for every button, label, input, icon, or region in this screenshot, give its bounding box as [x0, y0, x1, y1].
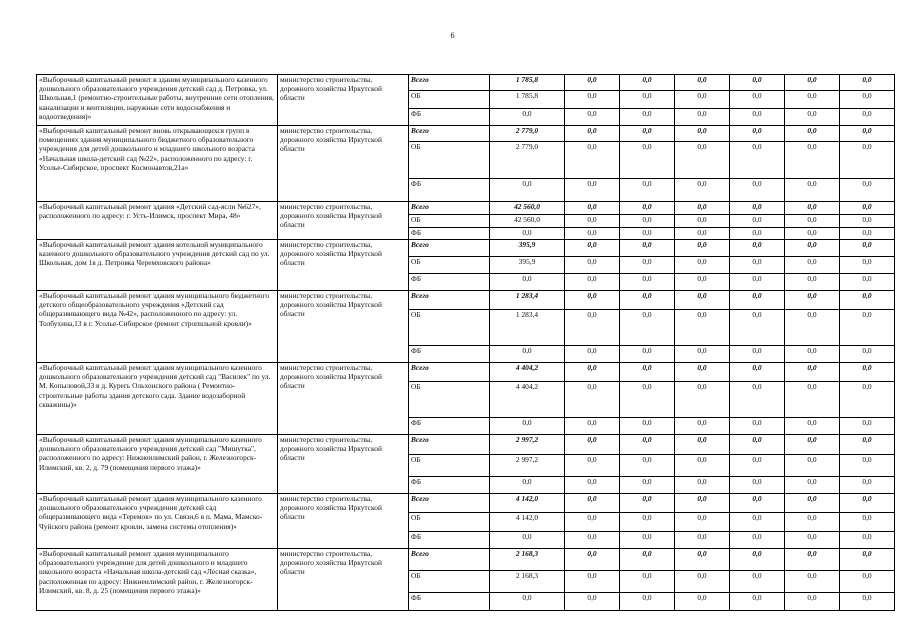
amount-year-cell: 0,0 [620, 257, 675, 274]
funding-source: ОБ [409, 571, 490, 593]
amount-total-cell: 0,0 [490, 477, 565, 494]
amount-year-cell: 0,0 [840, 202, 895, 215]
amount-year-cell: 0,0 [785, 382, 840, 418]
amount-year-cell: 0,0 [620, 91, 675, 109]
budget-table [36, 74, 895, 611]
amount-year-cell: 0,0 [785, 179, 840, 202]
funding-source: Всего [409, 494, 490, 513]
amount-year-cell: 0,0 [620, 532, 675, 549]
amount-year-cell: 0,0 [565, 532, 620, 549]
funding-source: Всего [409, 75, 490, 91]
amount-year-cell: 0,0 [675, 109, 730, 126]
event-description: «Выборочный капитальный ремонт здания котельной муниципального казенного дошкольного образовательного учреждения детский сад по ул. Школьная, дом 1в д. Петровка Черемховского района» [37, 240, 278, 291]
amount-year-cell: 0,0 [730, 435, 785, 455]
amount-total-cell: 4 404,2 [490, 363, 565, 382]
amount-year-cell: 0,0 [840, 126, 895, 142]
funding-source: Всего [409, 435, 490, 455]
amount-year-cell: 0,0 [730, 291, 785, 310]
table-row [37, 494, 895, 513]
funding-source: ОБ [409, 513, 490, 532]
amount-year-cell: 0,0 [840, 549, 895, 571]
executor-cell: министерство строительства, дорожного хозяйства Иркутской области [278, 202, 409, 240]
amount-year-cell: 0,0 [730, 418, 785, 435]
funding-source: Всего [409, 363, 490, 382]
amount-year-cell: 0,0 [620, 291, 675, 310]
amount-year-cell: 0,0 [675, 549, 730, 571]
amount-year-cell: 0,0 [620, 142, 675, 179]
table-row [37, 363, 895, 382]
amount-year-cell: 0,0 [730, 593, 785, 611]
amount-year-cell: 0,0 [840, 109, 895, 126]
amount-year-cell: 0,0 [730, 549, 785, 571]
amount-year-cell: 0,0 [675, 274, 730, 291]
amount-total-cell: 0,0 [490, 593, 565, 611]
executor-cell: министерство строительства, дорожного хозяйства Иркутской области [278, 363, 409, 435]
amount-year-cell: 0,0 [730, 179, 785, 202]
amount-year-cell: 0,0 [730, 363, 785, 382]
amount-year-cell: 0,0 [675, 240, 730, 257]
amount-year-cell: 0,0 [620, 310, 675, 346]
amount-total-cell: 1 283,4 [490, 291, 565, 310]
amount-total-cell: 2 168,3 [490, 571, 565, 593]
amount-year-cell: 0,0 [620, 202, 675, 215]
amount-year-cell: 0,0 [730, 228, 785, 240]
amount-total-cell: 42 560,0 [490, 202, 565, 215]
funding-source: ОБ [409, 257, 490, 274]
amount-year-cell: 0,0 [785, 494, 840, 513]
amount-year-cell: 0,0 [840, 346, 895, 363]
funding-source: Всего [409, 240, 490, 257]
amount-year-cell: 0,0 [620, 215, 675, 228]
amount-year-cell: 0,0 [565, 126, 620, 142]
amount-year-cell: 0,0 [565, 571, 620, 593]
amount-year-cell: 0,0 [840, 532, 895, 549]
funding-source: ФБ [409, 593, 490, 611]
amount-year-cell: 0,0 [620, 513, 675, 532]
amount-year-cell: 0,0 [785, 346, 840, 363]
amount-year-cell: 0,0 [565, 257, 620, 274]
amount-total-cell: 1 785,8 [490, 91, 565, 109]
amount-year-cell: 0,0 [565, 549, 620, 571]
amount-year-cell: 0,0 [730, 571, 785, 593]
amount-year-cell: 0,0 [730, 513, 785, 532]
table-row [37, 291, 895, 310]
amount-year-cell: 0,0 [565, 240, 620, 257]
amount-total-cell: 0,0 [490, 109, 565, 126]
amount-year-cell: 0,0 [565, 291, 620, 310]
amount-year-cell: 0,0 [785, 593, 840, 611]
amount-year-cell: 0,0 [785, 549, 840, 571]
amount-year-cell: 0,0 [840, 310, 895, 346]
amount-year-cell: 0,0 [620, 179, 675, 202]
amount-year-cell: 0,0 [840, 91, 895, 109]
amount-year-cell: 0,0 [565, 228, 620, 240]
event-description: «Выборочный капитальный ремонт в здании муниципального казенного дошкольного образовательного учреждения детский сад д. Петровка, ул. Школьная,1 (ремонтно-строительные работы, внутренние сети отопления, канализации и вентиляции, наружные сети водоснабжения и водоотведения)» [37, 75, 278, 126]
amount-year-cell: 0,0 [840, 257, 895, 274]
amount-year-cell: 0,0 [840, 494, 895, 513]
amount-total-cell: 0,0 [490, 532, 565, 549]
amount-year-cell: 0,0 [785, 291, 840, 310]
table-row [37, 549, 895, 571]
funding-source: Всего [409, 549, 490, 571]
amount-year-cell: 0,0 [620, 363, 675, 382]
amount-total-cell: 1 283,4 [490, 310, 565, 346]
amount-year-cell: 0,0 [840, 142, 895, 179]
amount-year-cell: 0,0 [675, 310, 730, 346]
funding-source: ОБ [409, 91, 490, 109]
amount-year-cell: 0,0 [565, 215, 620, 228]
amount-year-cell: 0,0 [730, 494, 785, 513]
amount-year-cell: 0,0 [785, 274, 840, 291]
amount-year-cell: 0,0 [730, 382, 785, 418]
amount-year-cell: 0,0 [620, 477, 675, 494]
amount-year-cell: 0,0 [840, 418, 895, 435]
event-description: «Выборочный капитальный ремонт здания «Детский сад-ясли №627», расположенного по адресу: г. Усть-Илимск, проспект Мира, 48» [37, 202, 278, 240]
amount-year-cell: 0,0 [675, 532, 730, 549]
amount-year-cell: 0,0 [840, 228, 895, 240]
amount-year-cell: 0,0 [730, 532, 785, 549]
amount-year-cell: 0,0 [675, 363, 730, 382]
amount-year-cell: 0,0 [675, 455, 730, 477]
funding-source: Всего [409, 126, 490, 142]
amount-year-cell: 0,0 [675, 494, 730, 513]
funding-source: ФБ [409, 179, 490, 202]
amount-year-cell: 0,0 [840, 274, 895, 291]
amount-total-cell: 2 168,3 [490, 549, 565, 571]
amount-year-cell: 0,0 [620, 109, 675, 126]
amount-year-cell: 0,0 [675, 291, 730, 310]
amount-total-cell: 0,0 [490, 346, 565, 363]
amount-total-cell: 0,0 [490, 274, 565, 291]
amount-year-cell: 0,0 [840, 240, 895, 257]
amount-year-cell: 0,0 [785, 571, 840, 593]
amount-year-cell: 0,0 [675, 593, 730, 611]
funding-source: ОБ [409, 215, 490, 228]
event-description: «Выборочный капитальный ремонт здания муниципального образовательного учреждение для детей дошкольного и младшего школьного возраста «Начальная школа-детский сад «Лесная сказка», расположенная по адресу: Нижнеилимский район, г. Железногорск-Илимский, кв. 8, д. 25 (помещения первого этажа)» [37, 549, 278, 611]
amount-year-cell: 0,0 [730, 274, 785, 291]
amount-year-cell: 0,0 [565, 418, 620, 435]
amount-year-cell: 0,0 [840, 75, 895, 91]
funding-source: ФБ [409, 346, 490, 363]
amount-year-cell: 0,0 [730, 455, 785, 477]
amount-year-cell: 0,0 [730, 109, 785, 126]
amount-year-cell: 0,0 [565, 109, 620, 126]
amount-year-cell: 0,0 [565, 435, 620, 455]
amount-year-cell: 0,0 [620, 346, 675, 363]
executor-cell: министерство строительства, дорожного хозяйства Иркутской области [278, 549, 409, 611]
amount-year-cell: 0,0 [675, 215, 730, 228]
amount-year-cell: 0,0 [675, 382, 730, 418]
table-row [37, 126, 895, 142]
amount-year-cell: 0,0 [675, 228, 730, 240]
amount-year-cell: 0,0 [565, 494, 620, 513]
amount-year-cell: 0,0 [840, 363, 895, 382]
executor-cell: министерство строительства, дорожного хозяйства Иркутской области [278, 126, 409, 202]
budget-table-body [37, 75, 895, 611]
amount-total-cell: 0,0 [490, 228, 565, 240]
funding-source: ФБ [409, 532, 490, 549]
amount-year-cell: 0,0 [840, 513, 895, 532]
amount-total-cell: 1 785,8 [490, 75, 565, 91]
amount-total-cell: 2 997,2 [490, 435, 565, 455]
event-description: «Выборочный капитальный ремонт здания муниципального бюджетного детского общеобразовательного учреждения «Детский сад общеразвивающего вида №42», расположенного по адресу: ул. Толбухина,13 в г. Усолье-Сибирское (ремонт стропильной кровли)» [37, 291, 278, 363]
table-row [37, 75, 895, 91]
amount-year-cell: 0,0 [730, 310, 785, 346]
amount-year-cell: 0,0 [785, 363, 840, 382]
amount-total-cell: 2 997,2 [490, 455, 565, 477]
amount-year-cell: 0,0 [675, 571, 730, 593]
amount-year-cell: 0,0 [620, 126, 675, 142]
amount-year-cell: 0,0 [675, 91, 730, 109]
executor-cell: министерство строительства, дорожного хозяйства Иркутской области [278, 291, 409, 363]
amount-year-cell: 0,0 [840, 593, 895, 611]
amount-year-cell: 0,0 [565, 202, 620, 215]
amount-total-cell: 395,9 [490, 257, 565, 274]
amount-year-cell: 0,0 [620, 75, 675, 91]
amount-year-cell: 0,0 [840, 291, 895, 310]
amount-year-cell: 0,0 [785, 513, 840, 532]
amount-year-cell: 0,0 [730, 215, 785, 228]
amount-year-cell: 0,0 [620, 228, 675, 240]
executor-cell: министерство строительства, дорожного хозяйства Иркутской области [278, 494, 409, 549]
amount-year-cell: 0,0 [620, 240, 675, 257]
amount-year-cell: 0,0 [565, 179, 620, 202]
amount-year-cell: 0,0 [785, 240, 840, 257]
amount-year-cell: 0,0 [840, 382, 895, 418]
executor-cell: министерство строительства, дорожного хозяйства Иркутской области [278, 435, 409, 494]
amount-total-cell: 0,0 [490, 418, 565, 435]
amount-year-cell: 0,0 [620, 435, 675, 455]
executor-cell: министерство строительства, дорожного хозяйства Иркутской области [278, 240, 409, 291]
event-description: «Выборочный капитальный ремонт здания муниципального казенного дошкольного образовательного учреждения детский сад общеразвивающего вида «Теремок» по ул. Связи,6 в п. Мама, Мамско-Чуйского района (ремонт кровли, замена системы отопления)» [37, 494, 278, 549]
funding-source: Всего [409, 291, 490, 310]
amount-year-cell: 0,0 [620, 274, 675, 291]
amount-total-cell: 4 142,0 [490, 513, 565, 532]
amount-year-cell: 0,0 [730, 91, 785, 109]
executor-cell: министерство строительства, дорожного хозяйства Иркутской области [278, 75, 409, 126]
amount-year-cell: 0,0 [785, 532, 840, 549]
amount-year-cell: 0,0 [620, 455, 675, 477]
table-row [37, 435, 895, 455]
amount-year-cell: 0,0 [675, 513, 730, 532]
amount-year-cell: 0,0 [620, 571, 675, 593]
funding-source: ФБ [409, 477, 490, 494]
amount-total-cell: 0,0 [490, 179, 565, 202]
amount-year-cell: 0,0 [785, 109, 840, 126]
amount-year-cell: 0,0 [565, 142, 620, 179]
amount-year-cell: 0,0 [565, 310, 620, 346]
event-description: «Выборочный капитальный ремонт здания муниципального казенного дошкольного образовательного учреждения детский сад "Мишутка", расположенного по адресу: Нижнеилимский район, г. Железногорск-Илимский, кв. 2, д. 79 (помещения первого этажа)» [37, 435, 278, 494]
amount-year-cell: 0,0 [840, 571, 895, 593]
amount-year-cell: 0,0 [675, 75, 730, 91]
amount-total-cell: 2 779,0 [490, 126, 565, 142]
funding-source: ФБ [409, 109, 490, 126]
amount-year-cell: 0,0 [840, 215, 895, 228]
amount-year-cell: 0,0 [785, 91, 840, 109]
amount-year-cell: 0,0 [565, 455, 620, 477]
amount-total-cell: 4 142,0 [490, 494, 565, 513]
amount-year-cell: 0,0 [785, 202, 840, 215]
funding-source: ОБ [409, 382, 490, 418]
funding-source: ФБ [409, 418, 490, 435]
page-number: 6 [450, 31, 455, 40]
amount-year-cell: 0,0 [730, 240, 785, 257]
amount-year-cell: 0,0 [620, 593, 675, 611]
amount-year-cell: 0,0 [675, 126, 730, 142]
amount-year-cell: 0,0 [785, 435, 840, 455]
amount-total-cell: 395,9 [490, 240, 565, 257]
amount-year-cell: 0,0 [785, 418, 840, 435]
amount-year-cell: 0,0 [675, 418, 730, 435]
amount-year-cell: 0,0 [840, 455, 895, 477]
amount-year-cell: 0,0 [730, 126, 785, 142]
amount-year-cell: 0,0 [730, 477, 785, 494]
amount-total-cell: 4 404,2 [490, 382, 565, 418]
event-description: «Выборочный капитальный ремонт вновь открывающихся групп в помещениях здания муниципального бюджетного образовательного учреждения для детей дошкольного и младшего школьного возраста «Начальная школа-детский сад №22», расположенного по адресу: г. Усолье-Сибирское, проспект Космонавтов,21а» [37, 126, 278, 202]
amount-year-cell: 0,0 [620, 382, 675, 418]
amount-year-cell: 0,0 [730, 75, 785, 91]
amount-year-cell: 0,0 [565, 593, 620, 611]
table-row [37, 202, 895, 215]
amount-year-cell: 0,0 [785, 228, 840, 240]
amount-year-cell: 0,0 [730, 346, 785, 363]
amount-year-cell: 0,0 [730, 257, 785, 274]
amount-year-cell: 0,0 [840, 435, 895, 455]
funding-source: Всего [409, 202, 490, 215]
amount-total-cell: 42 560,0 [490, 215, 565, 228]
amount-year-cell: 0,0 [785, 142, 840, 179]
amount-year-cell: 0,0 [620, 549, 675, 571]
amount-total-cell: 2 779,0 [490, 142, 565, 179]
event-description: «Выборочный капитальный ремонт здания муниципального казенного дошкольного образовательного учреждения детский сад "Василек" по ул. М. Копыловой,33 в д. Курегь Ольхонского района ( Ремонтно-строительные работы здания детского сада. Здание водозаборной скважины)» [37, 363, 278, 435]
amount-year-cell: 0,0 [675, 202, 730, 215]
amount-year-cell: 0,0 [675, 142, 730, 179]
amount-year-cell: 0,0 [565, 513, 620, 532]
amount-year-cell: 0,0 [675, 477, 730, 494]
amount-year-cell: 0,0 [565, 346, 620, 363]
amount-year-cell: 0,0 [620, 418, 675, 435]
amount-year-cell: 0,0 [675, 179, 730, 202]
amount-year-cell: 0,0 [785, 257, 840, 274]
funding-source: ФБ [409, 274, 490, 291]
amount-year-cell: 0,0 [565, 382, 620, 418]
amount-year-cell: 0,0 [565, 91, 620, 109]
amount-year-cell: 0,0 [565, 363, 620, 382]
funding-source: ОБ [409, 455, 490, 477]
amount-year-cell: 0,0 [675, 435, 730, 455]
amount-year-cell: 0,0 [565, 75, 620, 91]
amount-year-cell: 0,0 [565, 274, 620, 291]
amount-year-cell: 0,0 [785, 75, 840, 91]
amount-year-cell: 0,0 [785, 215, 840, 228]
funding-source: ФБ [409, 228, 490, 240]
amount-year-cell: 0,0 [620, 494, 675, 513]
amount-year-cell: 0,0 [785, 477, 840, 494]
amount-year-cell: 0,0 [730, 202, 785, 215]
amount-year-cell: 0,0 [840, 179, 895, 202]
amount-year-cell: 0,0 [840, 477, 895, 494]
amount-year-cell: 0,0 [785, 310, 840, 346]
table-row [37, 240, 895, 257]
amount-year-cell: 0,0 [675, 257, 730, 274]
amount-year-cell: 0,0 [785, 126, 840, 142]
amount-year-cell: 0,0 [675, 346, 730, 363]
funding-source: ОБ [409, 310, 490, 346]
funding-source: ОБ [409, 142, 490, 179]
amount-year-cell: 0,0 [565, 477, 620, 494]
amount-year-cell: 0,0 [730, 142, 785, 179]
amount-year-cell: 0,0 [785, 455, 840, 477]
